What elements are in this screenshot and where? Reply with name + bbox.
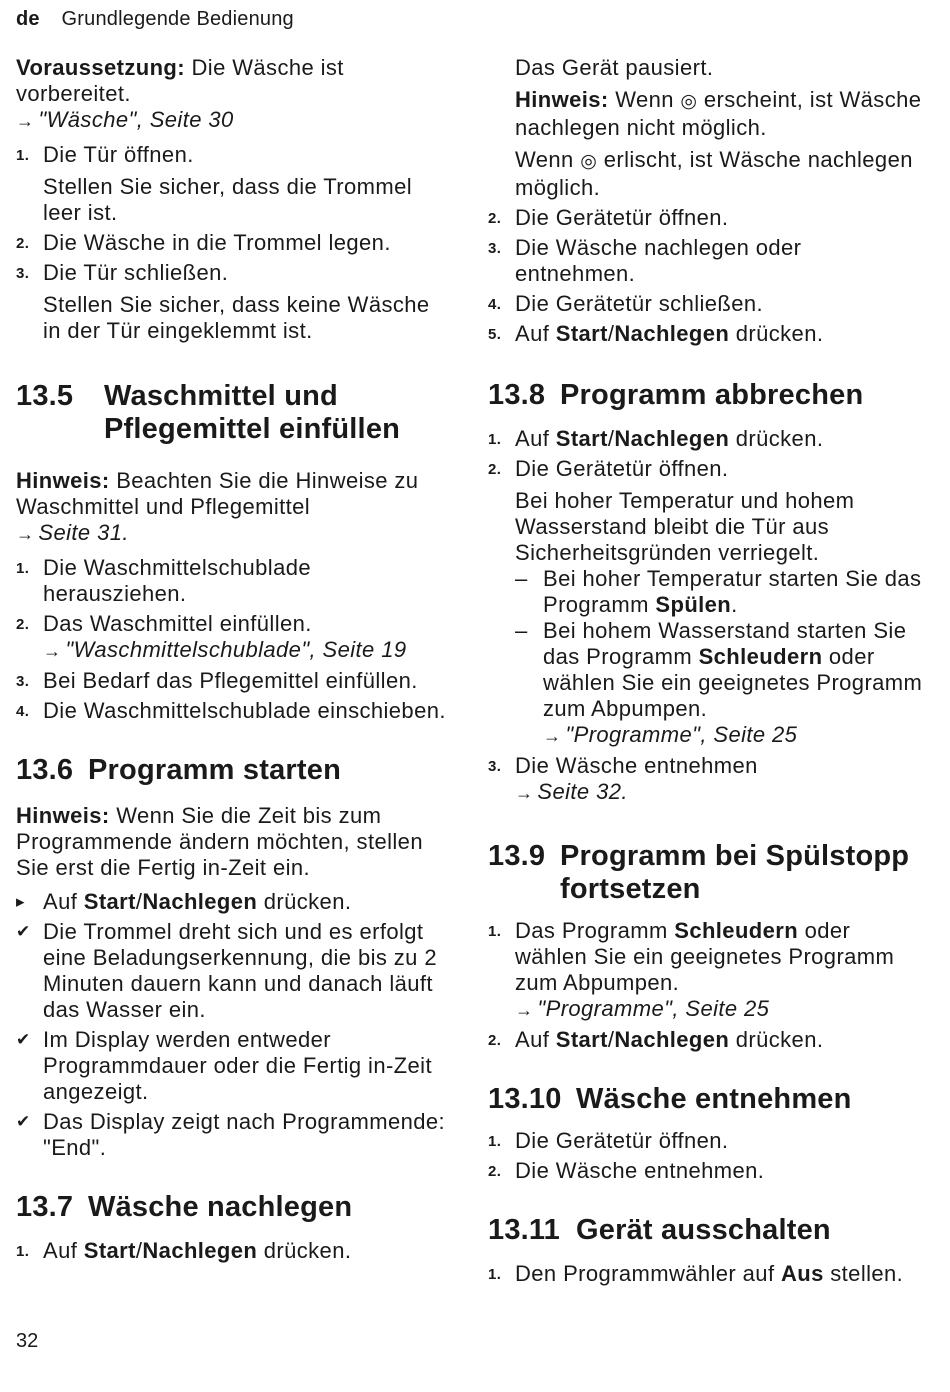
list-item: 3. Die Wäsche nachlegen oder entnehmen. <box>488 235 802 286</box>
reload-laundry-icon: ◎ <box>580 151 598 172</box>
prerequisite-ref: → "Wäsche", Seite 30 <box>16 107 234 132</box>
arrow-icon: → <box>515 783 534 803</box>
list-item: 3. Die Wäsche entnehmen → Seite 32. <box>488 753 758 804</box>
arrow-icon: → <box>16 111 35 131</box>
list-item: 1. Das Programm Schleudern oder wählen Sie ein geeignetes Programm zum Abpumpen. → "Programme", Seite 25 <box>488 918 895 1021</box>
list-item: 1. Auf Start/Nachlegen drücken. <box>488 426 824 451</box>
list-item: 4. Die Gerätetür schließen. <box>488 291 764 316</box>
list-item: 2. Das Waschmittel einfüllen. → "Waschmittelschublade", Seite 19 <box>16 611 407 662</box>
note: Hinweis: Wenn Sie die Zeit bis zum Programmende ändern möchten, stellen Sie erst die Fertig in-Zeit ein. <box>16 803 423 880</box>
step-note: Bei hoher Temperatur und hohem Wasserstand bleibt die Tür aus Sicherheitsgründen verriegelt. <box>515 488 855 565</box>
note: Hinweis: Beachten Sie die Hinweise zu Waschmittel und Pflegemittel → Seite 31. <box>16 468 419 545</box>
right-column <box>488 55 928 1287</box>
section-heading-13-9: 13.9 Programm bei Spülstopp fortsetzen <box>488 840 910 905</box>
step-note: Das Gerät pausiert. <box>515 55 714 80</box>
list-item: 3. Die Tür schließen. <box>16 260 229 285</box>
list-item: 1. Die Gerätetür öffnen. <box>488 1128 729 1153</box>
arrow-icon: → <box>515 1000 534 1020</box>
result-item: ✔ Das Display zeigt nach Programmende: "End". <box>16 1109 446 1160</box>
prerequisite-text: Die Wäsche ist vorbereitet. <box>16 55 344 106</box>
prerequisite-label: Voraussetzung: <box>16 55 185 80</box>
left-column <box>16 55 446 1264</box>
list-item: 1. Die Waschmittelschublade herausziehen. <box>16 555 312 606</box>
section-heading-13-7: 13.7 Wäsche nachlegen <box>16 1191 353 1223</box>
dash-item: – Bei hoher Temperatur starten Sie das Programm Spülen. <box>515 566 922 617</box>
header-title: Grundlegende Bedienung <box>61 8 294 30</box>
prerequisite <box>16 55 446 134</box>
reload-laundry-icon: ◎ <box>680 91 698 112</box>
arrow-icon: → <box>543 726 562 746</box>
section-heading-13-10: 13.10 Wäsche entnehmen <box>488 1083 852 1115</box>
action-item: ▸ Auf Start/Nachlegen drücken. <box>16 889 352 914</box>
list-item: 2. Die Wäsche entnehmen. <box>488 1158 765 1183</box>
check-icon: ✔ <box>16 922 31 941</box>
list-item: 2. Auf Start/Nachlegen drücken. <box>488 1027 824 1052</box>
section-heading-13-11: 13.11 Gerät ausschalten <box>488 1214 831 1246</box>
list-item: 1. Auf Start/Nachlegen drücken. <box>16 1238 352 1263</box>
page-number: 32 <box>16 1330 39 1352</box>
note: Hinweis: Wenn ◎ erscheint, ist Wäsche nachlegen nicht möglich. Wenn ◎ erlischt, ist Wäsche nachlegen möglich. <box>515 87 922 200</box>
section-heading-13-5: 13.5 Waschmittel und Pflegemittel einfüllen <box>16 380 401 445</box>
language-code: de <box>16 8 40 30</box>
check-icon: ✔ <box>16 1030 31 1049</box>
result-item: ✔ Die Trommel dreht sich und es erfolgt eine Beladungserkennung, die bis zu 2 Minuten dauern kann und danach läuft das Wasser ein. <box>16 919 437 1022</box>
check-icon: ✔ <box>16 1112 31 1131</box>
list-item: 1. Die Tür öffnen. <box>16 142 194 167</box>
list-item: 5. Auf Start/Nachlegen drücken. <box>488 321 824 346</box>
section-heading-13-8: 13.8 Programm abbrechen <box>488 379 864 411</box>
arrow-icon: → <box>43 641 62 661</box>
list-item: 4. Die Waschmittelschublade einschieben. <box>16 698 446 723</box>
list-item: 1. Den Programmwähler auf Aus stellen. <box>488 1261 904 1286</box>
section-heading-13-6: 13.6 Programm starten <box>16 754 341 786</box>
arrow-icon: → <box>16 524 35 544</box>
step-note: Stellen Sie sicher, dass keine Wäsche in der Tür eingeklemmt ist. <box>43 292 430 343</box>
result-item: ✔ Im Display werden entweder Programmdauer oder die Fertig in-Zeit angezeigt. <box>16 1027 432 1104</box>
step-note: Stellen Sie sicher, dass die Trommel leer ist. <box>43 174 412 225</box>
list-item: 2. Die Wäsche in die Trommel legen. <box>16 230 391 255</box>
list-item: 2. Die Gerätetür öffnen. <box>488 456 729 481</box>
list-item: 2. Die Gerätetür öffnen. <box>488 205 729 230</box>
page-header <box>16 8 294 31</box>
list-item: 3. Bei Bedarf das Pflegemittel einfüllen. <box>16 668 418 693</box>
triangle-bullet-icon: ▸ <box>16 892 25 911</box>
dash-item: – Bei hohem Wasserstand starten Sie das Programm Schleudern oder wählen Sie ein geeignetes Programm zum Abpumpen. → "Programme", Seite 25 <box>515 618 923 747</box>
